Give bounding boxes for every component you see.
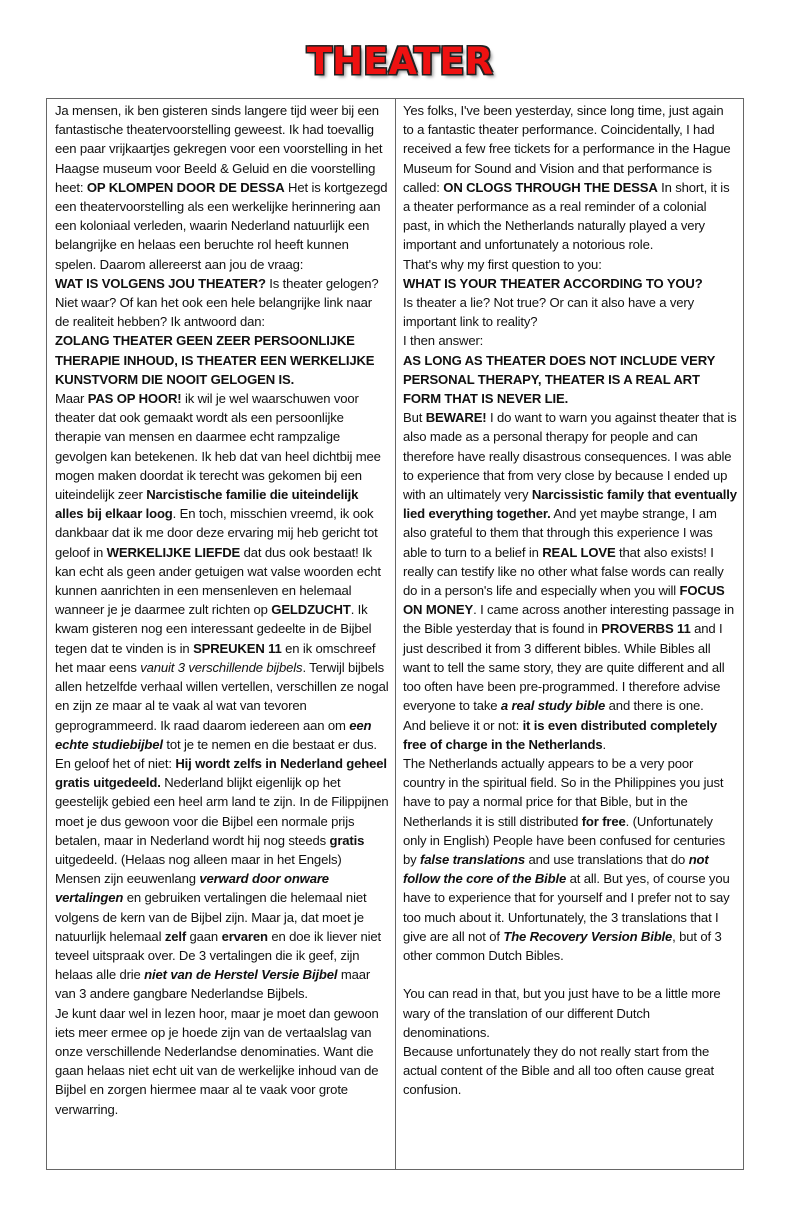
text-segment: Ja mensen, ik ben gisteren sinds langere tijd weer bij een fantastische theatervoorstelling geweest. Ik had toevallig een paar vrijkaartjes gekregen voor een voorstelling in het Haagse museum voor Beeld & Geluid en die voorstelling heet:: [55, 103, 383, 195]
text-segment: and use translations that do: [525, 851, 689, 867]
paragraph: [403, 255, 737, 274]
paragraph: [403, 408, 737, 715]
text-segment: . I came across another interesting passage in the Bible yesterday that is found in: [403, 602, 735, 637]
emphasized-text: een echte studiebijbel: [55, 717, 372, 752]
emphasized-text: WERKELIJKE LIEFDE: [106, 544, 241, 560]
text-segment: Nederland blijkt eigenlijk op het geestelijk gebied een heel arm land te zijn. In de Filippijnen moet je dus gewoon voor die Bijbel een normale prijs betalen, maar in Nederland wordt hij nog steeds: [55, 775, 389, 848]
emphasized-text: PROVERBS 11: [601, 621, 691, 637]
emphasized-text: OP KLOMPEN DOOR DE DESSA: [86, 179, 285, 195]
text-segment: en gebruiken vertalingen die helemaal niet volgens de kern van de Bijbel zijn. Maar ja, dat moet je natuurlijk helemaal: [55, 890, 367, 944]
text-segment: Is theater a lie? Not true? Or can it also have a very important link to reality?: [403, 295, 695, 330]
text-segment: gaan: [186, 928, 222, 944]
text-segment: . En toch, misschien vreemd, ik ook dankbaar dat ik me door deze ervaring mij heb gericht tot geloof in: [55, 506, 378, 560]
text-segment: .: [602, 736, 607, 752]
text-segment: at all. But yes, of course you have to experience that for yourself and I prefer not to say too much about it. Unfortunately, the 3 translations that I give are all not of: [403, 871, 730, 944]
emphasized-text: verward door onware vertalingen: [55, 871, 329, 906]
paragraph: [403, 274, 737, 293]
text-segment: dat dus ook bestaat! Ik kan echt als geen ander getuigen wat valse woorden echt kunnen aanrichten in een mensenleven en helemaal wanneer je je daarmee zult richten op: [55, 544, 381, 618]
paragraph: [403, 351, 737, 409]
text-segment: Yes folks, I've been yesterday, since long time, just again to a fantastic theater performance. Coincidentally, I had received a few free tickets for a performance in the Hague Museum for Sound and Vision and that performance is called:: [403, 103, 731, 195]
text-segment: And yet maybe strange, I am also grateful to them that through this experience I was able to turn to a belief in: [403, 506, 717, 560]
text-segment: But: [403, 410, 426, 426]
paragraph: [55, 1004, 389, 1119]
text-segment: en doe ik liever niet teveel uitspraak over. De 3 vertalingen die ik geef, zijn helaas alle drie: [55, 928, 382, 983]
emphasized-text: Narcistische familie die uiteindelijk alles bij elkaar loog: [55, 487, 359, 522]
paragraph: [55, 274, 389, 332]
text-segment: Maar: [55, 391, 88, 407]
emphasized-text: ON CLOGS THROUGH THE DESSA: [443, 179, 658, 195]
paragraph: [403, 101, 737, 255]
paragraph: [403, 716, 737, 754]
emphasized-text: Hij wordt zelfs in Nederland geheel gratis uitgedeeld.: [55, 755, 387, 791]
paragraph: [403, 331, 737, 350]
page-title: THEATER: [306, 40, 494, 83]
emphasized-text: AS LONG AS THEATER DOES NOT INCLUDE VERY PERSONAL THERAPY, THEATER IS A REAL ART FORM THAT IS NEVER LIE.: [403, 352, 715, 407]
text-segment: en ik omschreef het maar eens: [55, 640, 376, 675]
paragraph: [55, 389, 389, 1004]
text-segment: . (Unfortunately only in English) People have been confused for centuries by: [403, 813, 726, 867]
paragraph: [55, 101, 389, 274]
emphasized-text: WAT IS VOLGENS JOU THEATER?: [55, 275, 266, 291]
text-segment: You can read in that, but you just have to be a little more wary of the translation of our different Dutch denominations.: [403, 986, 721, 1040]
emphasized-text: for free: [581, 813, 626, 829]
emphasized-text: zelf: [164, 928, 187, 944]
text-segment: , but of 3 other common Dutch Bibles.: [403, 928, 722, 963]
text-segment: uitgedeeld. (Helaas nog alleen maar in het Engels) Mensen zijn eeuwenlang: [55, 851, 342, 887]
text-segment: maar van 3 andere gangbare Nederlandse Bijbels.: [55, 967, 371, 1002]
paragraph: [403, 754, 737, 965]
emphasized-text: false translations: [420, 851, 526, 867]
text-segment: The Netherlands actually appears to be a very poor country in the spiritual field. So in the Philippines you just have to pay a normal price for that Bible, but in the Netherlands it is still distributed: [403, 755, 724, 829]
text-segment: And believe it or not:: [403, 717, 523, 733]
text-segment: . Ik kwam gisteren nog een interessant gedeelte in de Bijbel tegen dat te vinden is in: [55, 602, 372, 656]
text-segment: Het is kortgezegd een theatervoorstelling als een werkelijke herinnering aan een koloniaal verleden, waarin Nederland natuurlijk een belangrijke en helaas een beruchte rol heeft kunnen spelen. Daarom allereerst aan jou de vraag:: [55, 179, 388, 272]
text-segment: Je kunt daar wel in lezen hoor, maar je moet dan gewoon iets meer ermee op je hoede zijn van de vertaalslag van onze verschillende Nederlandse denominaties. Want die gaan helaas niet echt uit van de werkelijke inhoud van de Bijbel en zorgen hiermee maar al te vaak voor grote verwarring.: [55, 1005, 379, 1117]
emphasized-text: WHAT IS YOUR THEATER ACCORDING TO YOU?: [403, 275, 703, 291]
paragraph: [55, 331, 389, 389]
text-segment: ik wil je wel waarschuwen voor theater dat ook gemaakt wordt als een persoonlijke therapie van mensen en daarmee echt rampzalige gevolgen kan betekenen. Ik heb dat van heel dichtbij mee mogen maken doordat ik terecht was gekomen bij een uiteindelijk zeer: [55, 391, 381, 503]
emphasized-text: BEWARE!: [425, 410, 487, 426]
text-segment: That's why my first question to you:: [403, 256, 602, 272]
text-segment: I then answer:: [403, 333, 484, 349]
text-segment: Because unfortunately they do not really start from the actual content of the Bible and all too often cause great confusion.: [403, 1043, 715, 1098]
paragraph: [403, 1042, 737, 1100]
paragraph: [403, 293, 737, 331]
text-segment: I do want to warn you against theater that is also made as a personal therapy for people and can therefore have really disastrous consequences. I was able to experience that from very close by because I ended up with an ultimately very: [403, 410, 737, 503]
emphasized-text: PAS OP HOOR!: [87, 391, 182, 407]
emphasized-text: Narcissistic family that eventually lied everything together.: [403, 487, 737, 522]
emphasized-text: not follow the core of the Bible: [403, 851, 709, 887]
text-segment: In short, it is a theater performance as a real reminder of a colonial past, in which the Netherlands naturally played a very important and unfortunately a notorious role.: [403, 179, 730, 253]
emphasized-text: REAL LOVE: [542, 544, 616, 560]
text-segment: Is theater gelogen? Niet waar? Of kan het ook een hele belangrijke link naar de realiteit hebben? Ik antwoord dan:: [55, 275, 379, 330]
emphasized-text: The Recovery Version Bible: [503, 928, 673, 944]
emphasized-text: a real study bible: [500, 698, 606, 714]
text-segment: that also exists! I really can testify like no other what false words can really do in a person's life and especially when you will: [403, 544, 724, 599]
text-segment: tot je te nemen en die bestaat er dus. En geloof het of niet:: [55, 736, 377, 771]
emphasized-text: ZOLANG THEATER GEEN ZEER PERSOONLIJKE THERAPIE INHOUD, IS THEATER EEN WERKELIJKE KUNSTVORM DIE NOOIT GELOGEN IS.: [55, 333, 375, 387]
emphasized-text: vanuit 3 verschillende bijbels: [140, 659, 303, 675]
dutch-column: [47, 99, 396, 1169]
emphasized-text: gratis: [329, 832, 365, 848]
text-segment: . Terwijl bijbels allen hetzelfde verhaal willen vertellen, verschillen ze nogal en zijn ze maar al te vaak al wat van tevoren geprogrammeerd. Ik raad daarom iedereen aan om: [55, 659, 389, 733]
emphasized-text: SPREUKEN 11: [193, 640, 282, 656]
paragraph: [403, 984, 737, 1042]
english-column: [396, 99, 743, 1169]
emphasized-text: GELDZUCHT: [271, 602, 351, 618]
emphasized-text: niet van de Herstel Versie Bijbel: [144, 967, 338, 983]
text-segment: and I just described it from 3 different bibles. While Bibles all want to tell the same story, they are quite different and all too often have been pre-programmed. I therefore advise everyone to take: [403, 621, 725, 714]
emphasized-text: it is even distributed completely free of charge in the Netherlands: [403, 717, 717, 752]
emphasized-text: ervaren: [221, 928, 268, 944]
emphasized-text: FOCUS ON MONEY: [403, 583, 725, 618]
bilingual-text-table: [46, 98, 744, 1170]
text-segment: and there is one.: [605, 698, 704, 714]
